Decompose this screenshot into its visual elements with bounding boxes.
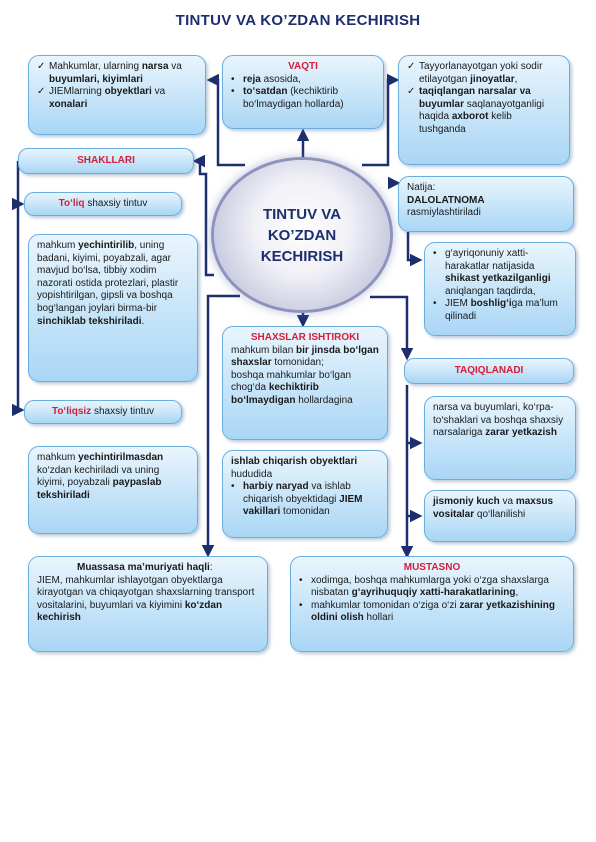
- vaqti-item-2: • to‘satdan (kechiktirib bo‘lmaydigan hollarda): [231, 86, 344, 110]
- shakllari-header: SHAKLLARI: [18, 148, 194, 174]
- mustasno-item-2: • mahkumlar tomonidan o‘ziga o‘zi zarar yetkazishining oldini olish hollari: [299, 599, 555, 624]
- check-icon: ✓: [407, 61, 416, 72]
- toliq-pill: To‘liq shaxsiy tintuv: [24, 192, 182, 216]
- bullet-icon: •: [231, 73, 235, 85]
- page-title: TINTUV VA KO’ZDAN KECHIRISH: [175, 12, 421, 29]
- shaxslar-header: SHAXSLAR ISHTIROKI: [250, 332, 360, 343]
- center-circle: [214, 160, 390, 310]
- toliqsiz-desc-box: mahkum yechintirilmasdan ko‘zdan kechiriladi va uning kiyimi, poyabzali paypaslab tekshiriladi: [28, 446, 198, 534]
- objects-box: [28, 55, 206, 135]
- toliqsiz-pill: To‘liqsiz shaxsiy tintuv: [24, 400, 182, 424]
- vaqti-item-1: • reja asosida,: [231, 73, 301, 85]
- check-icon: ✓: [37, 86, 46, 98]
- bullet-icon: •: [299, 599, 303, 611]
- shaxslar-box: SHAXSLAR ISHTIROKI mahkum bilan bir jinsda bo‘lgan shaxslar tomonidan; boshqa mahkumlar bo‘lgan chog‘da kechiktirib bo‘lmaydigan hollardagina: [222, 326, 388, 440]
- taqiqlanadi-header: TAQIQLANADI: [404, 358, 574, 384]
- natija-box: Natija: DALOLATNOMA rasmiylashtiriladi: [398, 176, 574, 232]
- vaqti-box: [222, 55, 384, 129]
- reasons-box: [398, 55, 570, 165]
- line-taqiq1: [407, 385, 420, 443]
- mustasno-header: MUSTASNO: [403, 562, 461, 573]
- bullet-icon: •: [433, 298, 437, 310]
- ishlab-box: ishlab chiqarish obyektlari hududida • harbiy naryad va ishlab chiqarish obyektidagi JIEM vakillari tomonidan: [222, 450, 388, 538]
- ishlab-item-1: • harbiy naryad va ishlab chiqarish obyektidagi JIEM vakillari tomonidan: [231, 481, 363, 518]
- check-icon: ✓: [407, 86, 416, 98]
- bullet-icon: •: [231, 86, 235, 98]
- line-shakllari-left: [18, 161, 22, 410]
- natija-desc-box: [424, 242, 576, 336]
- mustasno-box: [290, 556, 574, 652]
- bullet-icon: •: [299, 574, 303, 586]
- vaqti-header: VAQTI: [288, 61, 318, 72]
- center-title: TINTUV VA KO’ZDAN KECHIRISH: [260, 205, 344, 265]
- natija-item-2: • JIEM boshlig‘iga ma’lum qilinadi: [433, 298, 558, 322]
- taqiq-1-box: narsa va buyumlari, ko‘rpa-to‘shaklari va boshqa shaxsiy narsalariga zarar yetkazish: [424, 396, 576, 480]
- check-icon: ✓: [37, 61, 46, 72]
- natija-item-1: • g‘ayriqonuniy xatti-harakatlar natijasida shikast yetkazilganligi aniqlangan taqdirda,: [433, 248, 551, 297]
- taqiq-2-box: jismoniy kuch va maxsus vositalar qo‘llanilishi: [424, 490, 576, 542]
- bullet-icon: •: [231, 481, 235, 493]
- toliq-desc-box: mahkum yechintirilib, uning badani, kiyimi, poyabzali, agar mavjud bo‘lsa, tibbiy xodim nazorati ostida protezlari, plastir yopishtirilgan, gipsli va boshqa bog‘langan joylari birma-bir sinchiklab tekshiriladi.: [28, 234, 198, 382]
- mustasno-item-1: • xodimga, boshqa mahkumlarga yoki o‘zga shaxslarga nisbatan g‘ayrihuquqiy xatti-harakatlarining,: [299, 574, 549, 599]
- bullet-icon: •: [433, 248, 437, 259]
- muassasa-box: Muassasa ma’muriyati haqli: JIEM, mahkumlar ishlayotgan obyektlarga kirayotgan va chiqayotgan shaxslarning transport vositalarini, buyumlari va kiyimini ko‘zdan kechirish: [28, 556, 268, 652]
- line-taqiq2: [407, 443, 420, 516]
- objects-item-1: ✓ Mahkumlar, ularning narsa va buyumlari, kiyimlari: [37, 61, 182, 85]
- objects-item-2: ✓ JIEMlarning obyektlari va xonalari: [37, 86, 166, 110]
- line-natija-desc: [408, 232, 420, 260]
- reasons-item-2: ✓ taqiqlangan narsalar va buyumlar saqlanayotganligi haqida axborot kelib tushganda: [407, 86, 545, 135]
- reasons-item-1: ✓ Tayyorlanayotgan yoki sodir etilayotgan jinoyatlar,: [407, 61, 543, 85]
